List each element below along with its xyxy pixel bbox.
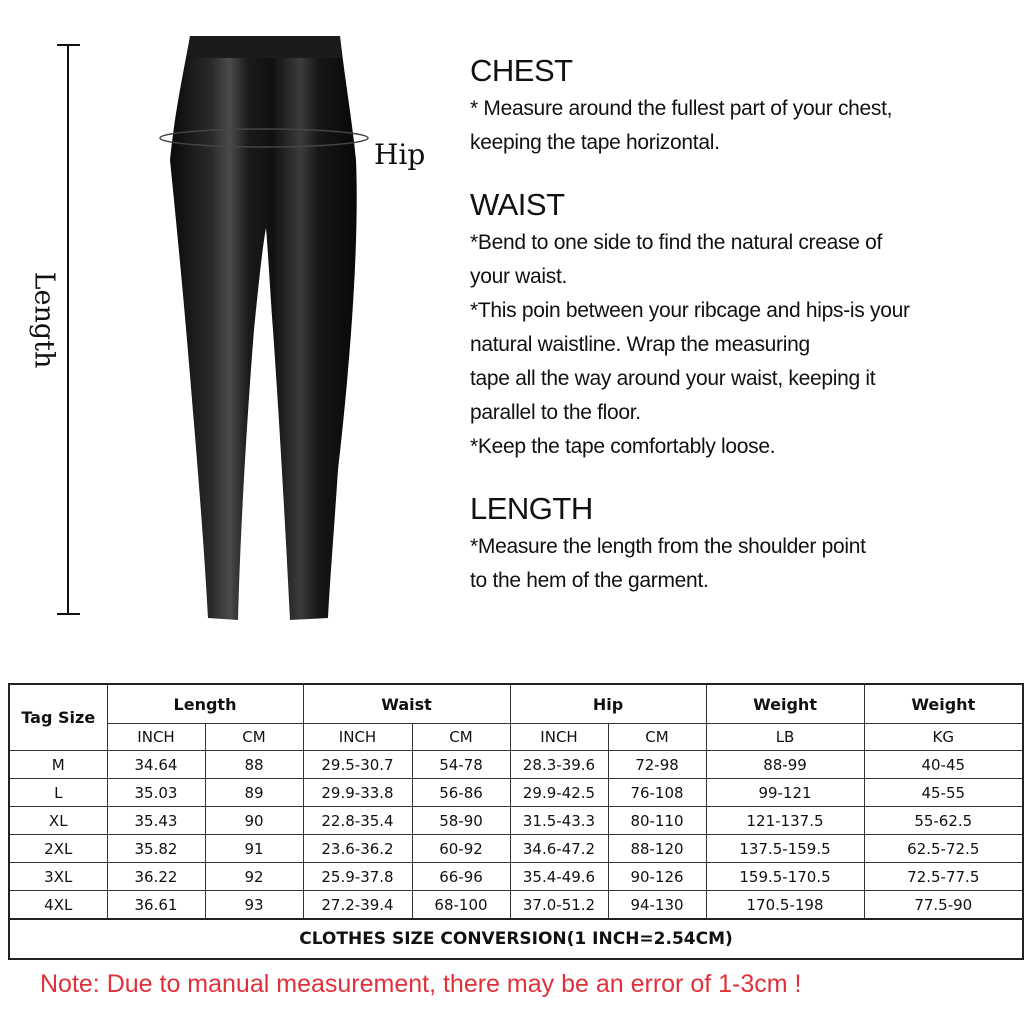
- table-cell: 88-120: [608, 835, 706, 863]
- instruction-line: parallel to the floor.: [470, 401, 641, 424]
- measurement-instructions: [470, 52, 1015, 624]
- table-cell: 76-108: [608, 779, 706, 807]
- table-cell: 58-90: [412, 807, 510, 835]
- size-cell: M: [9, 751, 107, 779]
- unit-header: CM: [205, 724, 303, 751]
- table-footer-row: [9, 919, 1023, 959]
- tag-size-header: Tag Size: [9, 684, 107, 751]
- table-row: [9, 863, 1023, 891]
- size-chart-table: [8, 683, 1024, 960]
- instruction-line: to the hem of the garment.: [470, 569, 709, 592]
- table-cell: 170.5-198: [706, 891, 864, 920]
- table-cell: 62.5-72.5: [864, 835, 1023, 863]
- table-row: [9, 891, 1023, 920]
- table-cell: 88: [205, 751, 303, 779]
- table-cell: 35.4-49.6: [510, 863, 608, 891]
- table-cell: 72-98: [608, 751, 706, 779]
- size-cell: L: [9, 779, 107, 807]
- unit-header: LB: [706, 724, 864, 751]
- table-cell: 54-78: [412, 751, 510, 779]
- table-cell: 22.8-35.4: [303, 807, 412, 835]
- unit-header: INCH: [510, 724, 608, 751]
- table-cell: 40-45: [864, 751, 1023, 779]
- table-cell: 66-96: [412, 863, 510, 891]
- table-cell: 89: [205, 779, 303, 807]
- table-cell: 91: [205, 835, 303, 863]
- instruction-line: your waist.: [470, 265, 568, 288]
- table-cell: 137.5-159.5: [706, 835, 864, 863]
- instruction-line: * Measure around the fullest part of your chest,: [470, 97, 893, 120]
- table-cell: 37.0-51.2: [510, 891, 608, 920]
- table-cell: 88-99: [706, 751, 864, 779]
- instruction-line: *Bend to one side to find the natural crease of: [470, 231, 883, 254]
- table-cell: 29.9-42.5: [510, 779, 608, 807]
- leggings-shape: [170, 36, 357, 620]
- table-cell: 45-55: [864, 779, 1023, 807]
- table-cell: 36.22: [107, 863, 205, 891]
- weight-kg-group-header: Weight: [864, 684, 1023, 724]
- waist-group-header: Waist: [303, 684, 510, 724]
- table-cell: 55-62.5: [864, 807, 1023, 835]
- table-cell: 25.9-37.8: [303, 863, 412, 891]
- hip-group-header: Hip: [510, 684, 706, 724]
- table-row: [9, 751, 1023, 779]
- table-cell: 29.9-33.8: [303, 779, 412, 807]
- size-conversion-footer: CLOTHES SIZE CONVERSION(1 INCH=2.54CM): [9, 919, 1023, 959]
- hip-label: Hip: [374, 138, 426, 171]
- waist-section: [470, 186, 1015, 464]
- table-cell: 28.3-39.6: [510, 751, 608, 779]
- table-cell: 121-137.5: [706, 807, 864, 835]
- table-cell: 31.5-43.3: [510, 807, 608, 835]
- table-cell: 35.03: [107, 779, 205, 807]
- table-cell: 34.6-47.2: [510, 835, 608, 863]
- unit-header: INCH: [107, 724, 205, 751]
- instruction-line: keeping the tape horizontal.: [470, 131, 720, 154]
- table-cell: 90-126: [608, 863, 706, 891]
- table-cell: 93: [205, 891, 303, 920]
- instruction-line: tape all the way around your waist, keeping it: [470, 367, 876, 390]
- table-cell: 80-110: [608, 807, 706, 835]
- table-cell: 92: [205, 863, 303, 891]
- table-cell: 23.6-36.2: [303, 835, 412, 863]
- size-cell: 3XL: [9, 863, 107, 891]
- chest-heading: CHEST: [470, 53, 573, 88]
- table-row: [9, 835, 1023, 863]
- table-cell: 94-130: [608, 891, 706, 920]
- instruction-line: *Keep the tape comfortably loose.: [470, 435, 776, 458]
- table-unit-header-row: [9, 724, 1023, 751]
- table-cell: 34.64: [107, 751, 205, 779]
- size-cell: 2XL: [9, 835, 107, 863]
- length-group-header: Length: [107, 684, 303, 724]
- weight-lb-group-header: Weight: [706, 684, 864, 724]
- waist-heading: WAIST: [470, 187, 565, 222]
- table-cell: 35.43: [107, 807, 205, 835]
- chest-section: [470, 52, 1015, 160]
- table-cell: 90: [205, 807, 303, 835]
- instruction-line: *Measure the length from the shoulder point: [470, 535, 866, 558]
- table-row: [9, 807, 1023, 835]
- unit-header: CM: [608, 724, 706, 751]
- product-figure: [0, 0, 460, 640]
- table-cell: 77.5-90: [864, 891, 1023, 920]
- unit-header: KG: [864, 724, 1023, 751]
- table-cell: 60-92: [412, 835, 510, 863]
- table-cell: 36.61: [107, 891, 205, 920]
- unit-header: INCH: [303, 724, 412, 751]
- instruction-line: natural waistline. Wrap the measuring: [470, 333, 810, 356]
- table-cell: 29.5-30.7: [303, 751, 412, 779]
- size-cell: 4XL: [9, 891, 107, 920]
- length-section: [470, 490, 1015, 598]
- table-cell: 56-86: [412, 779, 510, 807]
- instruction-line: *This poin between your ribcage and hips-is your: [470, 299, 910, 322]
- table-row: [9, 779, 1023, 807]
- unit-header: CM: [412, 724, 510, 751]
- table-cell: 72.5-77.5: [864, 863, 1023, 891]
- table-cell: 68-100: [412, 891, 510, 920]
- table-cell: 27.2-39.4: [303, 891, 412, 920]
- table-cell: 159.5-170.5: [706, 863, 864, 891]
- table-cell: 35.82: [107, 835, 205, 863]
- table-cell: 99-121: [706, 779, 864, 807]
- length-heading: LENGTH: [470, 491, 593, 526]
- table-group-header-row: [9, 684, 1023, 724]
- size-cell: XL: [9, 807, 107, 835]
- length-label: Length: [28, 271, 60, 369]
- measurement-error-note: Note: Due to manual measurement, there may be an error of 1-3cm !: [40, 970, 802, 998]
